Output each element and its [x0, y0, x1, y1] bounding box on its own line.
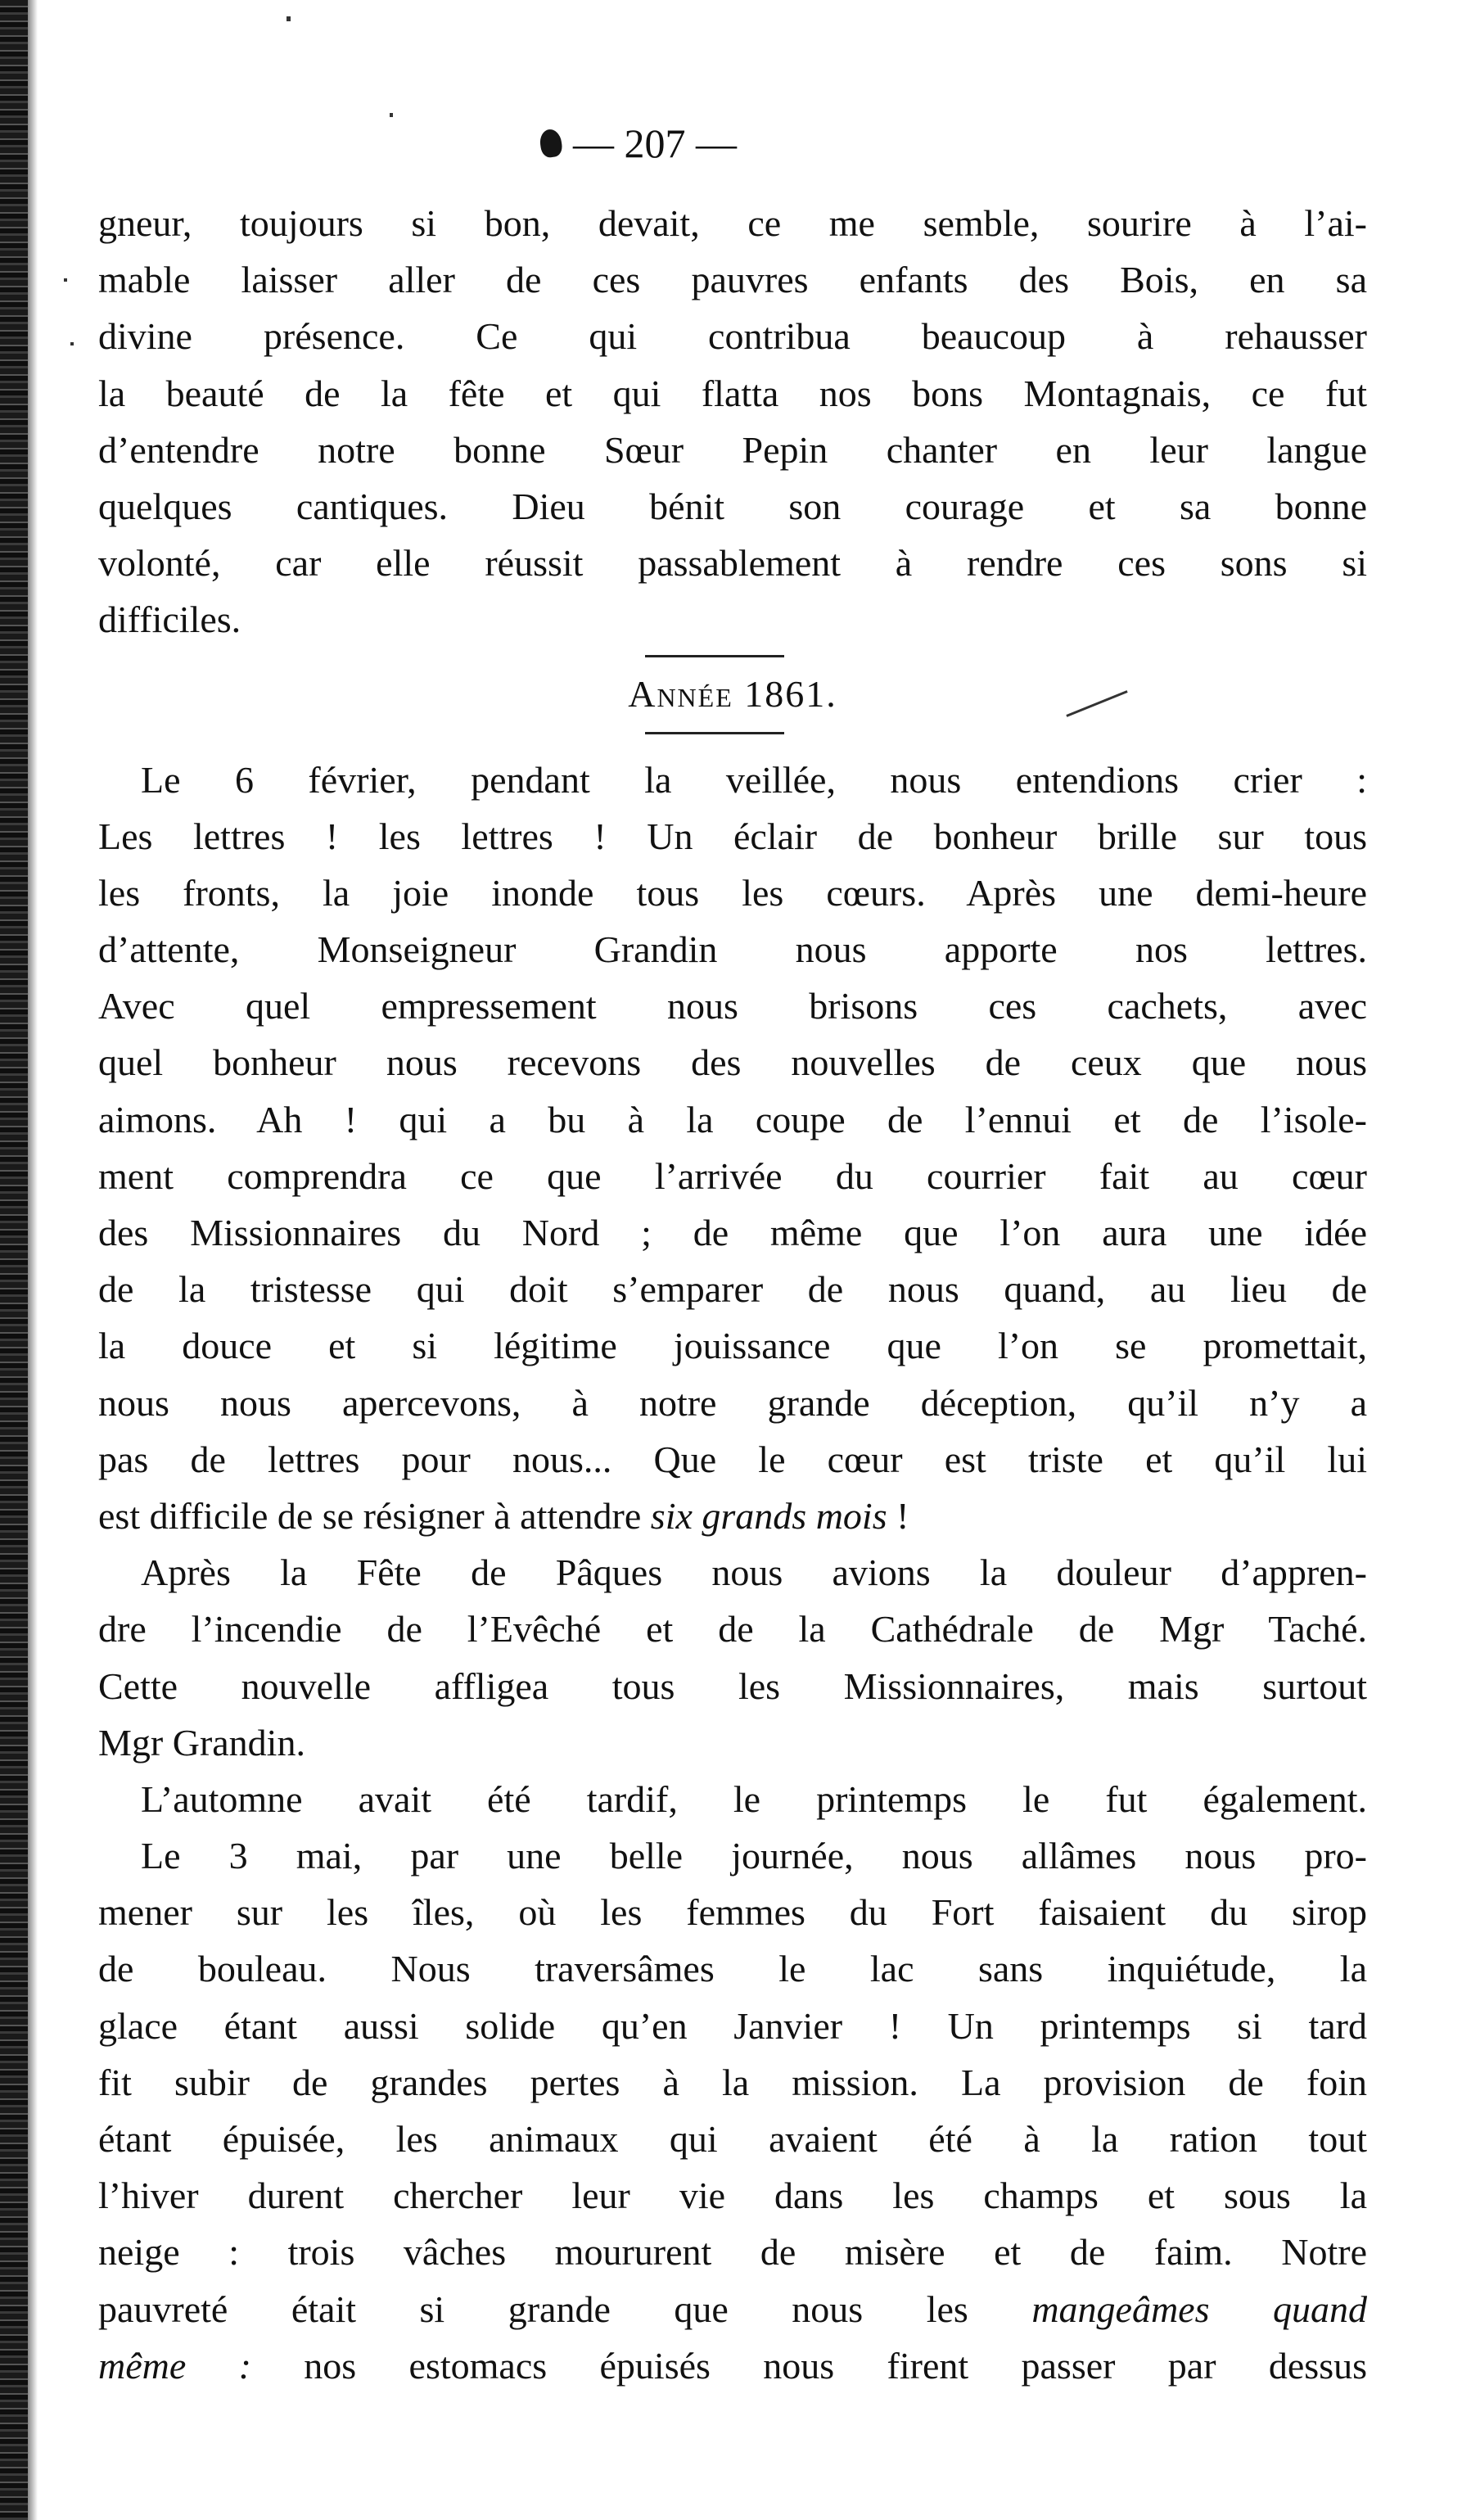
text-line — [98, 2281, 1367, 2337]
text-line: neige : trois vâches moururent de misère et de faim. Notre — [98, 2231, 1367, 2274]
text-line: Avec quel empressement nous brisons ces cachets, avec — [98, 985, 1367, 1027]
text-line: mable laisser aller de ces pauvres enfants des Bois, en sa — [98, 259, 1367, 301]
text-line: glace étant aussi solide qu’en Janvier ! Un printemps si tard — [98, 2004, 1367, 2047]
text-line: les fronts, la joie inonde tous les cœurs. Après une demi-heure — [98, 871, 1367, 914]
text-line: Cette nouvelle affligea tous les Missionnaires, mais surtout — [98, 1664, 1367, 1707]
text-line: étant épuisée, les animaux qui avaient été à la ration tout — [98, 2118, 1367, 2160]
text-run: nos estomacs épuisés nous firent passer par dessus — [250, 2344, 1367, 2387]
text-line: divine présence. Ce qui contribua beaucoup à rehausser — [98, 315, 1367, 358]
text-line: des Missionnaires du Nord ; de même que l’on aura une idée — [98, 1212, 1367, 1253]
page-header — [540, 115, 819, 172]
text-run: est difficile de se résigner à attendre — [98, 1494, 642, 1537]
text-line: gneur, toujours si bon, devait, ce me semble, sourire à l’ai- — [98, 202, 1367, 244]
text-line: Mgr Grandin. — [98, 1721, 305, 1764]
ornament-icon — [539, 128, 563, 158]
text-line: Après la Fête de Pâques nous avions la douleur d’appren- — [141, 1551, 1367, 1594]
italic-text: six grands mois — [650, 1494, 887, 1537]
divider-rule — [98, 648, 1367, 663]
text-line: d’attente, Monseigneur Grandin nous apporte nos lettres. — [98, 928, 1367, 971]
text-line — [98, 1488, 1367, 1544]
text-line: nous nous apercevons, à notre grande déception, qu’il n’y a — [98, 1381, 1367, 1424]
text-line: fit subir de grandes pertes à la mission. La provision de foin — [98, 2061, 1367, 2103]
binding-edge — [0, 0, 28, 2520]
text-line: Les lettres ! les lettres ! Un éclair de bonheur brille sur tous — [98, 815, 1367, 857]
scan-speck — [64, 278, 67, 282]
text-line: quel bonheur nous recevons des nouvelles de ceux que nous — [98, 1041, 1367, 1084]
text-line: de la tristesse qui doit s’emparer de nous quand, au lieu de — [98, 1268, 1367, 1311]
divider-rule — [98, 725, 1367, 740]
text-line: d’entendre notre bonne Sœur Pepin chanter en leur langue — [98, 428, 1367, 471]
scan-speck — [287, 16, 291, 21]
text-line: pas de lettres pour nous... Que le cœur est triste et qu’il lui — [98, 1438, 1367, 1480]
text-line: de bouleau. Nous traversâmes le lac sans inquiétude, la — [98, 1948, 1367, 1990]
page-number: — 207 — — [573, 120, 737, 166]
text-line: volonté, car elle réussit passablement à rendre ces sons si — [98, 542, 1367, 585]
scan-speck — [390, 113, 393, 117]
text-line: l’hiver durent chercher leur vie dans les champs et sous la — [98, 2175, 1367, 2217]
text-line: dre l’incendie de l’Evêché et de la Cathédrale de Mgr Taché. — [98, 1608, 1367, 1651]
text-line: Le 6 février, pendant la veillée, nous entendions crier : — [141, 758, 1367, 801]
text-line: mener sur les îles, où les femmes du Fort faisaient du sirop — [98, 1891, 1367, 1934]
text-line: Le 3 mai, par une belle journée, nous allâmes nous pro- — [141, 1835, 1367, 1877]
text-line: aimons. Ah ! qui a bu à la coupe de l’ennui et de l’isole- — [98, 1098, 1367, 1140]
text-line: difficiles. — [98, 598, 241, 641]
body-text — [98, 195, 1367, 2394]
italic-text: même : — [98, 2344, 251, 2387]
text-line: ment comprendra ce que l’arrivée du courrier fait au cœur — [98, 1154, 1367, 1197]
text-run: pauvreté était si grande que nous les — [98, 2287, 968, 2330]
text-line: quelques cantiques. Dieu bénit son courage et sa bonne — [98, 485, 1367, 527]
text-line — [98, 2337, 1367, 2394]
text-line: la douce et si légitime jouissance que l’on se promettait, — [98, 1325, 1367, 1367]
text-line: L’automne avait été tardif, le printemps le fut également. — [141, 1777, 1367, 1820]
text-line: la beauté de la fête et qui flatta nos bons Montagnais, ce fut — [98, 372, 1367, 414]
italic-text: mangeâmes quand — [1031, 2287, 1367, 2330]
scan-speck — [70, 342, 74, 345]
text-run: ! — [887, 1494, 909, 1537]
section-heading: Année 1861. — [628, 672, 837, 715]
